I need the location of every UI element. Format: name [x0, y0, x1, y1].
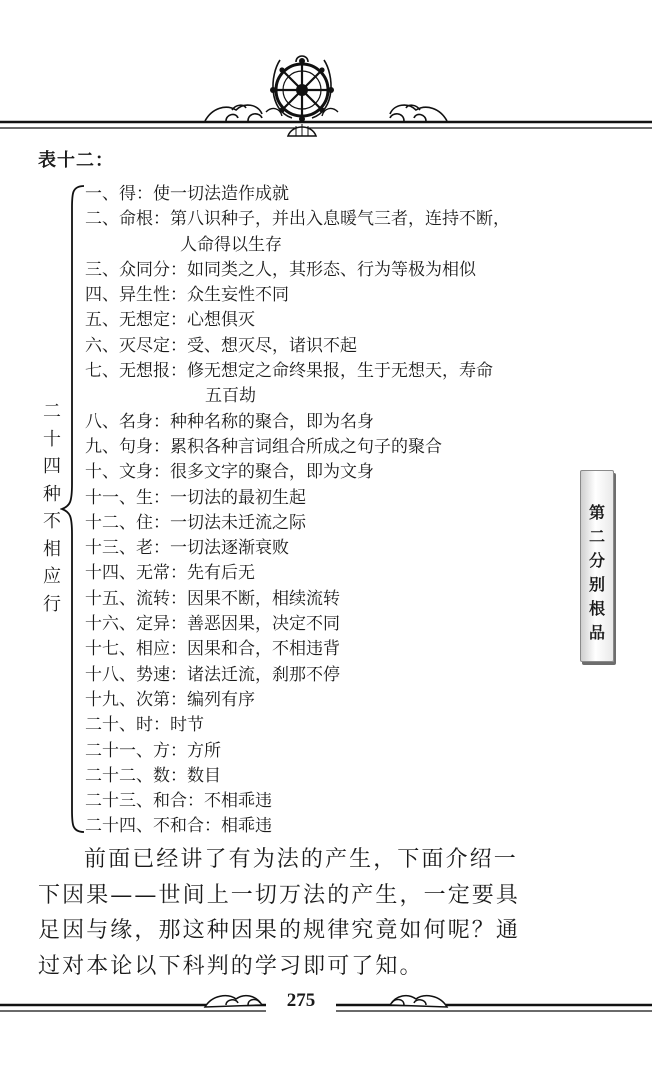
cloud-scroll-left-icon	[205, 105, 262, 121]
list-item: 一、得：使一切法造作成就	[85, 184, 289, 204]
list-item: 七、无想报：修无想定之命终果报，生于无想天，寿命	[85, 361, 493, 382]
category-char: 种	[43, 483, 61, 505]
category-char: 行	[43, 593, 61, 615]
list-item: 四、异生性：众生妄性不同	[85, 285, 289, 306]
paragraph-line: 前面已经讲了有为法的产生，下面介绍一	[84, 847, 518, 872]
list-item: 二十三、和合：不相乖违	[85, 791, 272, 812]
cloud-scroll-right-icon	[390, 996, 447, 1007]
list-item-continuation: 五百劫	[205, 386, 256, 407]
list-item-continuation: 人命得以生存	[180, 234, 282, 255]
chapter-side-tab-label	[581, 501, 613, 645]
list-item: 二、命根：第八识种子，并出入息暖气三者，连持不断，	[85, 209, 510, 230]
footer-ornament	[0, 985, 652, 1025]
cloud-scroll-left-icon	[205, 996, 262, 1007]
list-item: 六、灭尽定：受、想灭尽，诸识不起	[85, 335, 357, 356]
tab-char: 根	[588, 599, 605, 618]
category-char: 相	[43, 538, 61, 560]
chapter-side-tab[interactable]	[580, 470, 614, 662]
tab-char: 第	[588, 503, 605, 522]
list-item: 十二、住：一切法未迁流之际	[85, 512, 306, 533]
list-item: 九、句身：累积各种言词组合所成之句子的聚合	[85, 436, 442, 457]
category-char: 二	[43, 401, 61, 422]
tab-char: 二	[588, 527, 605, 546]
category-char: 应	[43, 566, 61, 587]
list-item: 八、名身：种种名称的聚合，即为名身	[85, 411, 374, 432]
paragraph-line: 下因果——世间上一切万法的产生，一定要具	[38, 882, 521, 908]
category-char: 不	[43, 511, 61, 532]
curly-brace-icon	[60, 184, 86, 834]
category-char: 十	[43, 428, 61, 450]
header-rule	[0, 122, 652, 128]
table-title: 表十二：	[38, 150, 114, 171]
category-char: 四	[43, 456, 61, 477]
list-item: 二十二、数：数目	[85, 765, 221, 786]
paragraph-line: 过对本论以下科判的学习即可了知。	[38, 953, 424, 979]
list-item: 五、无想定：心想俱灭	[85, 310, 255, 331]
page-number: 275	[286, 990, 316, 1011]
dharma-wheel-icon	[266, 56, 338, 136]
list-item: 十五、流转：因果不断，相续流转	[85, 588, 340, 609]
paragraph-line: 足因与缘，那这种因果的规律究竟如何呢？通	[38, 918, 521, 943]
list-item: 二十四、不和合：相乖违	[85, 816, 272, 837]
list-item: 十七、相应：因果和合，不相违背	[85, 639, 340, 660]
tab-char: 品	[588, 623, 605, 642]
list-item: 十六、定异：善恶因果，决定不同	[85, 614, 340, 635]
tab-char: 分	[588, 551, 605, 570]
list-item: 十四、无常：先有后无	[85, 563, 255, 584]
list-item: 十八、势速：诸法迁流，刹那不停	[85, 664, 340, 685]
list-item: 十、文身：很多文字的聚合，即为文身	[85, 462, 374, 483]
list-item: 十九、次第：编列有序	[85, 689, 255, 710]
body-paragraph	[38, 842, 578, 984]
dharma-list	[85, 182, 575, 840]
tab-char: 别	[588, 575, 605, 594]
list-item: 三、众同分：如同类之人，其形态、行为等极为相似	[85, 259, 476, 280]
list-item: 二十一、方：方所	[85, 740, 221, 761]
cloud-scroll-right-icon	[390, 105, 447, 121]
list-item: 二十、时：时节	[85, 715, 204, 736]
list-item: 十一、生：一切法的最初生起	[85, 487, 306, 508]
list-item: 十三、老：一切法逐渐衰败	[85, 538, 289, 559]
header-ornament	[0, 0, 652, 150]
